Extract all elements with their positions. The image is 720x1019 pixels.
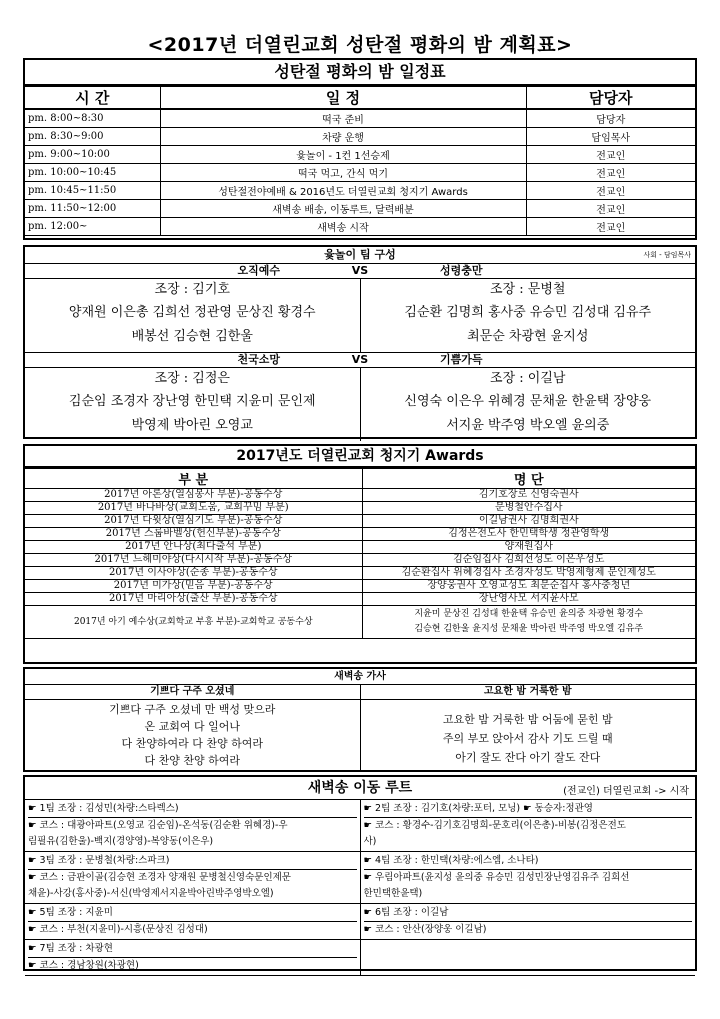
route-team-course-line — [28, 886, 357, 902]
route-team-leader-line — [28, 941, 357, 958]
awards-part: 2017년 미가상(믿음 부분)-공동수상 — [25, 580, 362, 593]
route-team-course-line — [364, 834, 693, 850]
pointing-hand-icon: ☛ — [28, 855, 40, 866]
route-team — [25, 852, 361, 903]
awards-part: 2017년 스룹바벨상(헌신부분)-공동수상 — [25, 528, 362, 541]
awards-part: 2017년 다윗상(열심기도 부분)-공동수상 — [25, 515, 362, 528]
route-team-leader-line — [364, 801, 693, 818]
awards-names-cell — [362, 489, 695, 502]
carol-left-line: 온 교회여 다 일어나 — [144, 720, 240, 733]
schedule-time: pm. 10:45~11:50 — [25, 181, 160, 199]
carol-left-line: 다 찬양하여라 다 찬양 하여라 — [121, 737, 263, 750]
schedule-row — [25, 127, 695, 145]
route-team-leader: 3팀 조장 : 문병철(차량:스파크) — [39, 855, 170, 866]
route-title: 새벽송 이동 루트 — [307, 780, 413, 796]
route-team-course: 채윤)-사강(홍사중)-서신(박영제서지윤박아린박주영박오엘) — [28, 888, 274, 899]
carol-left-line: 다 찬양 찬양 하여라 — [144, 754, 240, 767]
pointing-hand-icon: ☛ — [363, 924, 376, 935]
awards-names-cell — [362, 593, 695, 606]
carol-right-line: 주의 부모 앉아서 감사 기도 드릴 때 — [442, 732, 613, 745]
carol-left-title: 기쁘다 구주 오셨네 — [25, 685, 360, 700]
pointing-hand-icon: ☛ — [363, 855, 376, 866]
pointing-hand-icon: ☛ — [28, 924, 40, 935]
yut-match-body — [25, 368, 695, 441]
awards-names: 장난영사모 서지윤사모 — [478, 593, 579, 604]
route-team-course: 림필유(김한울)-백지(경양영)-복양동(이은우) — [28, 836, 214, 847]
pointing-hand-icon: ☛ — [363, 803, 376, 814]
awards-names-cell — [362, 502, 695, 515]
awards-part: 2017년 아기 예수상(교회학교 부흥 부분)-교회학교 공동수상 — [25, 606, 362, 639]
route-team — [361, 904, 696, 939]
awards-title: 2017년도 더열린교회 청지기 Awards — [25, 446, 695, 468]
schedule-title: 성탄절 평화의 밤 일정표 — [25, 60, 695, 86]
awards-row — [25, 554, 695, 567]
yut-match-header — [25, 264, 695, 279]
yut-left-members: 배봉선 김승현 김한울 — [131, 329, 253, 344]
route-team-leader: 7팀 조장 : 차광현 — [39, 943, 113, 954]
route-team-course: 코스 : 황경수-김기호김명희-문호리(이은총)-비봉(김정은전도 — [375, 820, 626, 831]
route-team — [361, 852, 696, 903]
route-team-course: 코스 : 부천(지윤미)-시흥(문상진 김성대) — [39, 924, 208, 935]
yut-left-leader: 조장 : 김정은 — [154, 371, 230, 386]
yut-right-leader: 조장 : 문병철 — [490, 282, 566, 297]
yut-vs: VS — [351, 353, 369, 366]
yut-right-members: 김순환 김명희 홍사중 유승민 김성대 김유주 — [404, 305, 652, 320]
yut-left-column — [25, 368, 361, 441]
pointing-hand-icon: ☛ — [363, 820, 376, 831]
schedule-event: 새벽송 배송, 이동루트, 달력배분 — [160, 199, 526, 217]
route-team-leader-line — [364, 905, 693, 922]
yut-match-header — [25, 352, 695, 368]
route-team-leader-line — [28, 801, 357, 818]
yut-right-team: 성령충만 — [440, 264, 483, 277]
awards-names-cell — [362, 554, 695, 567]
route-row — [25, 940, 695, 976]
pointing-hand-icon: ☛ — [28, 820, 40, 831]
yut-left-team: 천국소망 — [237, 353, 280, 366]
awards-part: 2017년 바나바상(교회도움, 교회꾸밈 부분) — [25, 502, 362, 515]
schedule-event: 윷놀이 - 1컨 1선승제 — [160, 145, 526, 163]
carol-left-line: 기쁘다 구주 오셨네 만 백성 맞으라 — [109, 703, 276, 716]
pointing-hand-icon: ☛ — [28, 872, 40, 883]
route-row — [25, 852, 695, 904]
route-team — [25, 904, 361, 939]
route-team-leader: 1팀 조장 : 김성민(차량:스타렉스) — [39, 803, 179, 814]
pointing-hand-icon: ☛ — [363, 872, 376, 883]
schedule-owner: 전교인 — [526, 145, 695, 163]
yut-left-leader: 조장 : 김기호 — [154, 282, 230, 297]
route-section — [23, 775, 697, 971]
schedule-row — [25, 109, 695, 127]
schedule-event: 떡국 준비 — [160, 109, 526, 127]
awards-row — [25, 567, 695, 580]
schedule-owner: 담당자 — [526, 109, 695, 127]
awards-names: 이길남권사 김명희권사 — [478, 515, 579, 526]
schedule-header-owner: 담당자 — [526, 87, 695, 110]
route-team-course: 코스 : 금판이골(김승현 조경자 양재원 문병철신영숙문인제문 — [39, 872, 291, 883]
awards-part: 2017년 이사야상(순종 부분)-공동수상 — [25, 567, 362, 580]
route-team-course-line — [364, 870, 693, 886]
schedule-time: pm. 10:00~10:45 — [25, 163, 160, 181]
yut-left-column — [25, 279, 361, 352]
schedule-event: 성탄절전야예배 & 2016년도 더열린교회 청지기 Awards — [160, 181, 526, 199]
awards-row — [25, 515, 695, 528]
route-team-leader: 5팀 조장 : 지윤미 — [39, 907, 113, 918]
awards-names: 김순환집사 위혜경집사 조경자성도 박영제형제 문인제성도 — [401, 567, 656, 578]
awards-names: 김승현 김한울 윤지성 문채윤 박아린 박주영 박오엘 김유주 — [414, 624, 644, 634]
carol-right-line: 아기 잘도 잔다 아기 잘도 잔다 — [455, 751, 601, 764]
route-header — [25, 777, 695, 800]
awards-part: 2017년 마리아상(출산 부분)-공동수상 — [25, 593, 362, 606]
schedule-time: pm. 9:00~10:00 — [25, 145, 160, 163]
route-team-course-line — [28, 834, 357, 850]
route-row — [25, 800, 695, 852]
route-team-course-line — [28, 818, 357, 834]
schedule-time: pm. 12:00~ — [25, 217, 160, 235]
schedule-owner: 전교인 — [526, 217, 695, 235]
awards-row — [25, 580, 695, 593]
awards-names-cell — [362, 606, 695, 639]
yut-right-members: 신영숙 이은우 위혜경 문채윤 한윤택 장양웅 — [404, 394, 652, 409]
route-team-course-line — [28, 958, 357, 974]
awards-names: 김정은전도사 한민택학생 정관영학생 — [448, 528, 610, 539]
pointing-hand-icon: ☛ — [28, 803, 40, 814]
schedule-owner: 담임목사 — [526, 127, 695, 145]
route-team-course-line — [28, 870, 357, 886]
carol-right-title: 고요한 밤 거룩한 밤 — [361, 685, 696, 700]
route-team-course: 코스 : 대광아파트(오영교 김순임)-온석동(김순환 위혜경)-우 — [39, 820, 288, 831]
schedule-header-time: 시 간 — [25, 87, 160, 110]
awards-names-cell — [362, 528, 695, 541]
carol-section — [23, 667, 697, 772]
yut-right-members: 최문순 차광현 윤지성 — [467, 329, 589, 344]
yut-title: 윷놀이 팀 구성 — [324, 248, 396, 261]
awards-part: 2017년 아론상(열심봉사 부분)-공동수상 — [25, 489, 362, 502]
awards-table — [25, 468, 695, 639]
route-team-course: 코스 : 안산(장양웅 이길남) — [375, 924, 487, 935]
awards-part: 2017년 느헤미야상(다시시작 부분)-공동수상 — [25, 554, 362, 567]
pointing-hand-icon: ☛ — [28, 960, 40, 971]
yut-vs: VS — [351, 264, 369, 277]
awards-row — [25, 541, 695, 554]
awards-header-names: 명 단 — [362, 469, 695, 489]
carol-right-line: 고요한 밤 거룩한 밤 어둠에 묻힌 밤 — [442, 713, 613, 726]
awards-row — [25, 606, 695, 639]
route-row — [25, 904, 695, 940]
awards-row — [25, 528, 695, 541]
route-team-course: 코스 : 경남창원(차광현) — [39, 960, 139, 971]
carol-title: 새벽송 가사 — [25, 669, 695, 685]
awards-names: 김순임집사 김희선성도 이은우성도 — [453, 554, 605, 565]
awards-names: 문병철안수집사 — [494, 502, 563, 513]
schedule-owner: 전교인 — [526, 163, 695, 181]
route-team-leader-line — [28, 853, 357, 870]
awards-names-cell — [362, 541, 695, 554]
awards-row — [25, 489, 695, 502]
schedule-owner: 전교인 — [526, 181, 695, 199]
route-team-course-line — [28, 922, 357, 938]
route-team-course-line — [364, 886, 693, 902]
route-team-leader-line — [364, 853, 693, 870]
schedule-time: pm. 8:00~8:30 — [25, 109, 160, 127]
route-team — [361, 800, 696, 851]
route-team — [25, 940, 361, 975]
awards-row — [25, 593, 695, 606]
schedule-row — [25, 199, 695, 217]
route-team — [361, 940, 696, 975]
awards-part: 2017년 안나상(최다출석 부분) — [25, 541, 362, 554]
route-team-course: 한민택한윤택) — [363, 888, 423, 899]
awards-names: 양재원집사 — [504, 541, 553, 552]
yut-right-team: 기쁨가득 — [440, 353, 483, 366]
awards-names-cell — [362, 580, 695, 593]
page-title: <2017년 더열린교회 성탄절 평화의 밤 계획표> — [147, 34, 573, 56]
route-subtitle: (전교인) 더열린교회 -> 시작 — [563, 786, 689, 797]
route-team-course-line — [364, 922, 693, 938]
schedule-event: 떡국 먹고, 간식 먹기 — [160, 163, 526, 181]
awards-names-cell — [362, 567, 695, 580]
schedule-time: pm. 8:30~9:00 — [25, 127, 160, 145]
schedule-row — [25, 217, 695, 235]
route-team-course: 사) — [363, 836, 377, 847]
awards-names-cell — [362, 515, 695, 528]
schedule-time: pm. 11:50~12:00 — [25, 199, 160, 217]
schedule-header-event: 일 정 — [160, 87, 526, 110]
yut-left-team: 오직예수 — [237, 264, 280, 277]
schedule-row — [25, 163, 695, 181]
yut-left-members: 박영제 박아린 오영교 — [131, 418, 253, 433]
pointing-hand-icon: ☛ — [28, 907, 40, 918]
awards-names: 장양웅권사 오영교성도 최문순집사 홍사중청년 — [427, 580, 631, 591]
schedule-table — [25, 86, 695, 236]
route-team-leader: 4팀 조장 : 한민택(차량:에스엠, 소나타) — [375, 855, 539, 866]
route-team-course-line — [364, 818, 693, 834]
pointing-hand-icon: ☛ — [363, 907, 376, 918]
yut-right-column — [361, 368, 696, 441]
yut-right-column — [361, 279, 696, 352]
route-team-leader: 2팀 조장 : 김기호(차량:포터, 모닝) ☛ 동승자:정관영 — [375, 803, 593, 814]
yut-match-body — [25, 279, 695, 352]
schedule-event: 차량 운행 — [160, 127, 526, 145]
route-team — [25, 800, 361, 851]
awards-header-part: 부 분 — [25, 469, 362, 489]
yut-right-members: 서지윤 박주영 박오엘 윤의중 — [446, 418, 610, 433]
yut-section — [23, 245, 697, 439]
route-team-leader-line — [28, 905, 357, 922]
route-team-leader: 6팀 조장 : 이길남 — [375, 907, 449, 918]
yut-right-leader: 조장 : 이길남 — [490, 371, 566, 386]
pointing-hand-icon: ☛ — [28, 943, 40, 954]
schedule-row — [25, 181, 695, 199]
schedule-section — [23, 58, 697, 240]
awards-row — [25, 502, 695, 515]
awards-names: 지윤미 문상진 김성대 한윤택 유승민 윤의중 차광현 황경수 — [414, 609, 644, 619]
yut-left-members: 양재원 이은총 김희선 정관영 문상진 황경수 — [68, 305, 316, 320]
yut-left-members: 김순임 조경자 장난영 한민택 지윤미 문인제 — [68, 394, 316, 409]
yut-note: 사회 - 담임목사 — [643, 251, 691, 259]
awards-section — [23, 444, 697, 664]
schedule-row — [25, 145, 695, 163]
schedule-owner: 전교인 — [526, 199, 695, 217]
route-team-course: 우림아파트(윤지성 윤의중 유승민 김성민장난영김유주 김희선 — [375, 872, 630, 883]
schedule-event: 새벽송 시작 — [160, 217, 526, 235]
yut-header — [25, 247, 695, 264]
awards-names: 김기호장로 신영숙권사 — [478, 489, 579, 500]
